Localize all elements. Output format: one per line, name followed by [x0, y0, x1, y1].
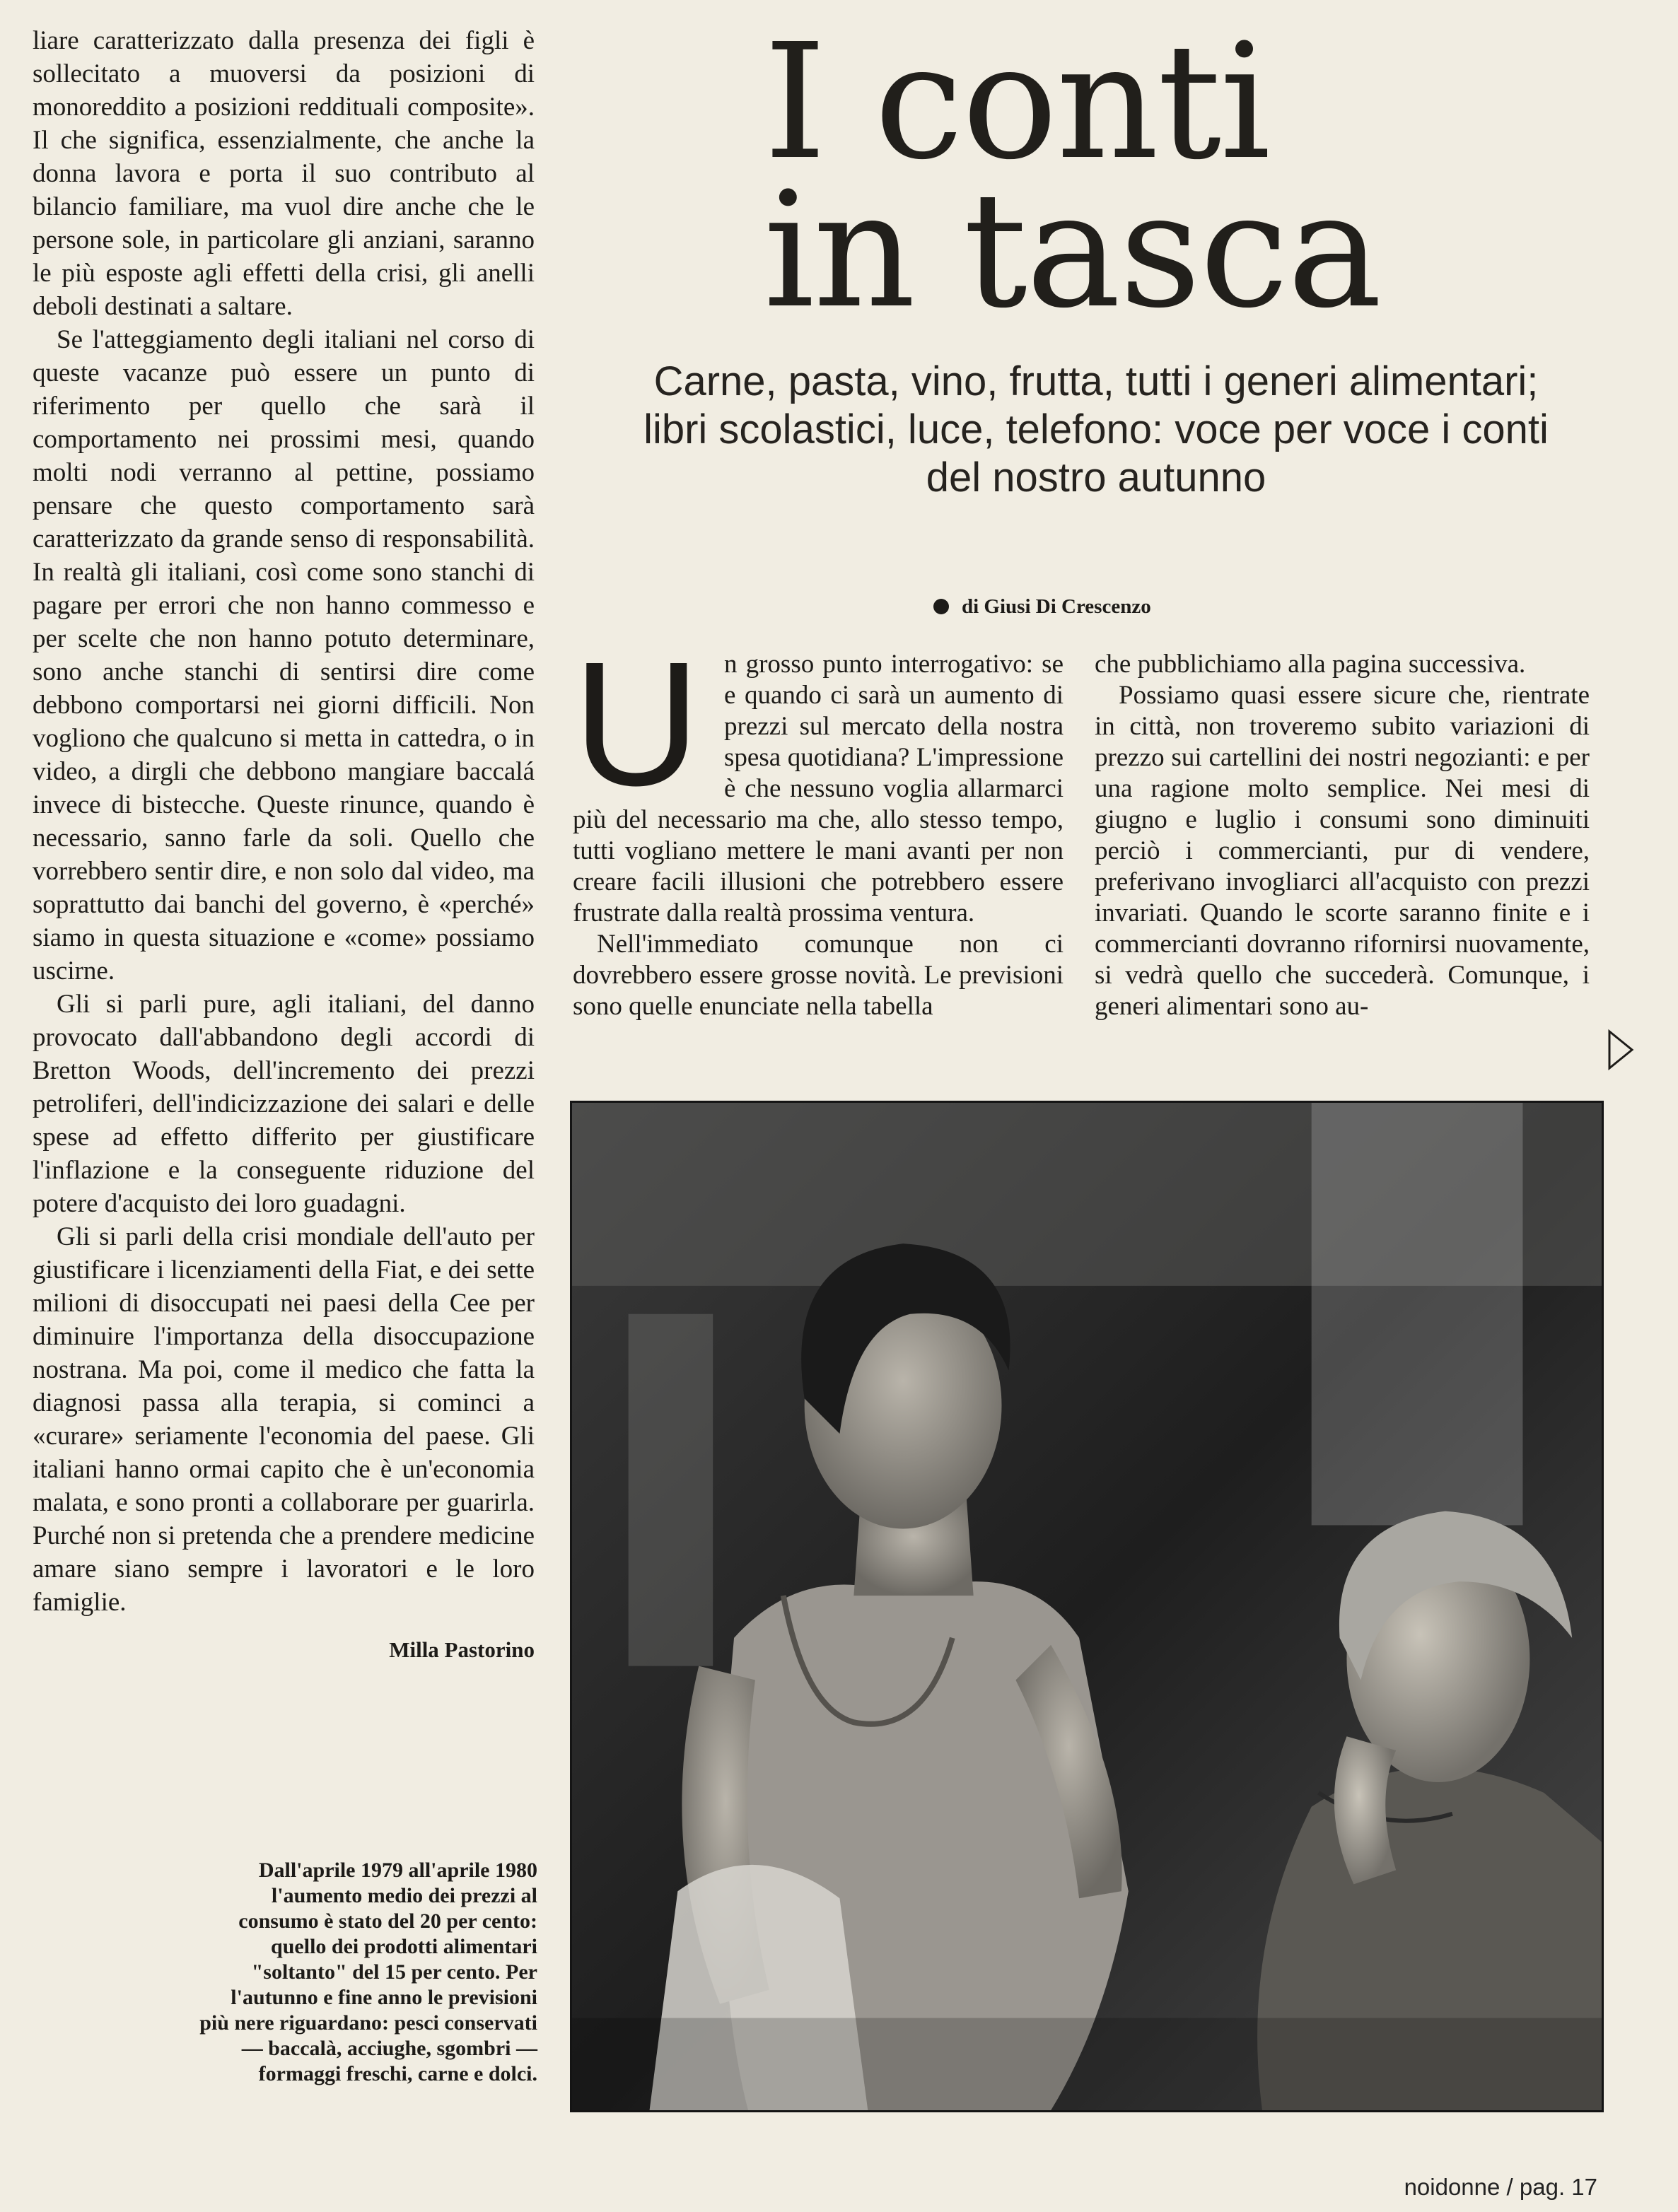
market-photo	[570, 1101, 1604, 2112]
continue-arrow-icon	[1607, 1029, 1635, 1071]
page-number: pag. 17	[1519, 2174, 1597, 2200]
left-paragraph-4: Gli si parli della crisi mondiale dell'auto per giustificare i licenziamenti della Fiat, e dei sette milioni di disoccupati nei paesi della Cee per diminuire l'importanza della disoccupazione nostrana. Ma poi, come il medico che fatta la diagnosi passa alla terapia, si cominci a «curare» seriamente l'economia del paese. Gli italiani hanno ormai capito che è un'economia malata, e sono pronti a collaborare per guarirla. Purché non si pretenda che a prendere medicine amare siano sempre i lavoratori e le loro famiglie.	[33, 1222, 535, 1617]
byline	[933, 595, 1358, 619]
article-paragraph-3: che pubblichiamo alla pagina successiva.	[1095, 650, 1526, 679]
article-column-right	[1095, 649, 1590, 1022]
headline-line-1: I conti	[764, 10, 1270, 195]
photo-caption: Dall'aprile 1979 all'aprile 1980 l'aumento medio dei prezzi al consumo è stato del 20 per cento: quello dei prodotti alimentari "soltanto" del 15 per cento. Per l'autunno e fine anno le previsioni più nere riguardano: pesci conservati — baccalà, acciughe, sgombri — formaggi freschi, carne e dolci.	[199, 1859, 537, 2085]
article-subtitle: Carne, pasta, vino, frutta, tutti i generi alimentari; libri scolastici, luce, telefono: voce per voce i conti del nostro autunno	[643, 358, 1549, 501]
author-signature: Milla Pastorino	[389, 1637, 535, 1662]
article-column-middle	[573, 625, 1064, 1022]
photo-illustration	[572, 1103, 1602, 2110]
drop-cap: U	[573, 625, 701, 822]
left-paragraph-3: Gli si parli pure, agli italiani, del danno provocato dall'abbandono degli accordi di Bretton Woods, dell'incremento dei prezzi petroliferi, dell'indicizzazione dei salari e delle spese ad effetto differito per giustificare l'inflazione e la conseguente riduzione del potere d'acquisto dei loro guadagni.	[33, 990, 535, 1218]
bullet-icon	[933, 599, 949, 614]
article-paragraph-1: n grosso punto interrogativo: se e quando ci sarà un aumento di prezzi sul mercato della nostra spesa quotidiana? L'impressione è che nessuno voglia allarmarci più del necessario ma che, allo stesso tempo, tutti vogliano mettere le mani avanti per non creare facili illusioni che potrebbero essere frustrate dalla realtà prossima ventura.	[573, 650, 1064, 927]
article-paragraph-4: Possiamo quasi essere sicure che, rientrate in città, non troveremo subito variazioni di prezzo sui cartellini dei nostri negozianti: e per una ragione molto semplice. Nei mesi di giugno e luglio i consumi sono diminuiti perciò i commercianti, pur di vendere, preferivano invogliarci all'acquisto con prezzi invariati. Quando le scorte saranno finite e i commercianti dovranno rifornirsi nuovamente, si vedrà quello che succederà. Comunque, i generi alimentari sono au-	[1095, 681, 1590, 1021]
headline-line-2: in tasca	[764, 158, 1381, 344]
left-paragraph-2: Se l'atteggiamento degli italiani nel corso di queste vacanze può essere un punto di riferimento per quello che sarà il comportamento nei prossimi mesi, quando molti nodi verranno al pettine, possiamo pensare che questo comportamento sarà caratterizzato da grande senso di responsabilità. In realtà gli italiani, così come sono stanchi di pagare per errori che non hanno commesso e per scelte che non hanno potuto determinare, sono anche stanchi di sentirsi dire come debbono comportarsi nei giorni difficili. Non vogliono che qualcuno si metta in cattedra, o in video, a dirgli che debbono mangiare baccalá invece di bistecche. Queste rinunce, quando è necessario, sanno farle da soli. Quello che vorrebbero sentir dire, e non solo dal video, ma soprattutto dai banchi del governo, è «perché» siamo in questa situazione e «come» possiamo uscirne.	[33, 325, 535, 985]
left-column	[33, 24, 535, 1666]
page-footer	[1404, 2174, 1597, 2201]
article-paragraph-2: Nell'immediato comunque non ci dovrebbero essere grosse novità. Le previsioni sono quelle enunciate nella tabella	[573, 930, 1064, 1021]
magazine-brand: noidonne	[1404, 2174, 1501, 2200]
left-paragraph-1: liare caratterizzato dalla presenza dei figli è sollecitato a muoversi da posizioni di monoreddito a posizioni reddituali composite». Il che significa, essenzialmente, che anche la donna lavora e porta il suo contributo al bilancio familiare, ma vuol dire anche che le persone sole, in particolare gli anziani, saranno le più esposte agli effetti della crisi, gli anelli deboli destinati a saltare.	[33, 26, 535, 321]
byline-text: di Giusi Di Crescenzo	[962, 595, 1151, 618]
article-headline	[764, 10, 1400, 344]
footer-separator: /	[1506, 2174, 1513, 2200]
